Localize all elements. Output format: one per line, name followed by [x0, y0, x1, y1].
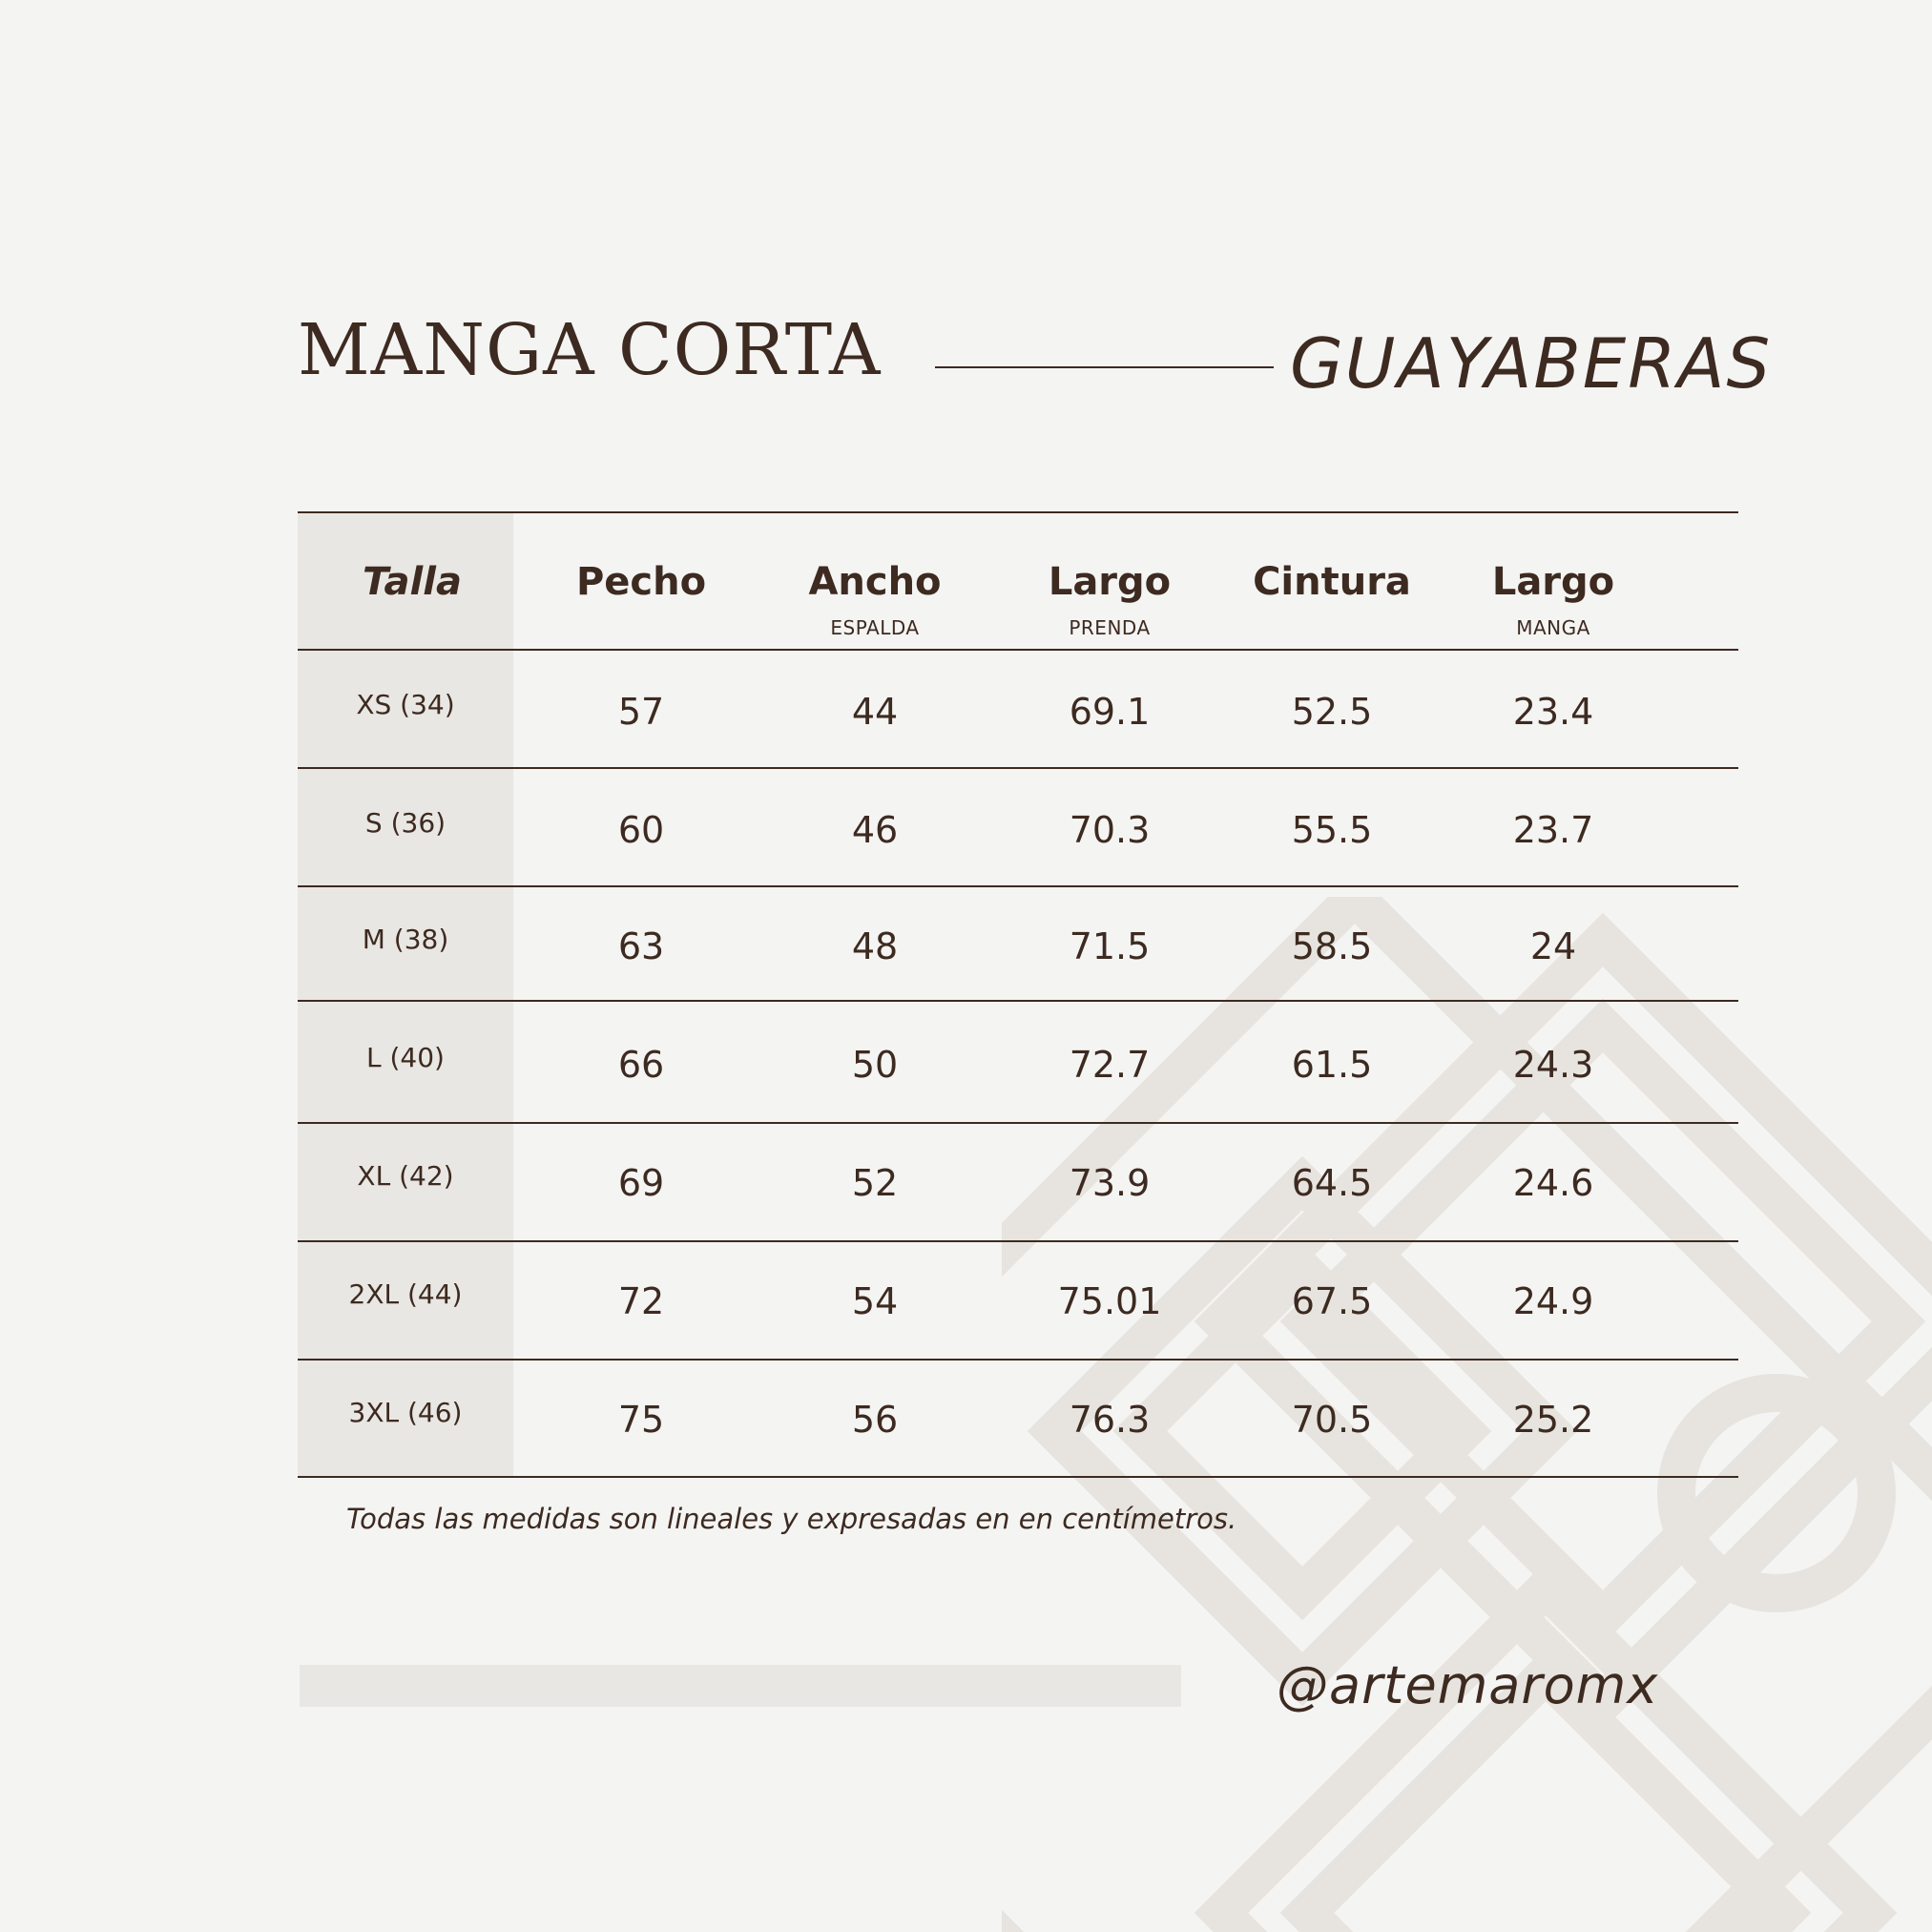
measurement-cell: 57 [617, 691, 665, 733]
row-rule [298, 1359, 1738, 1361]
measurement-cell: 50 [851, 1044, 899, 1086]
column-header-cintura [1217, 560, 1446, 604]
measurement-cell: 73.9 [1069, 1162, 1151, 1204]
footer-bar [300, 1665, 1181, 1707]
measurement-cell: 67.5 [1291, 1280, 1373, 1322]
table-top-rule [298, 511, 1738, 513]
measurement-cell: 46 [851, 809, 899, 851]
row-rule [298, 1122, 1738, 1124]
product-title: GUAYABERAS [1290, 323, 1773, 404]
column-header-label: Talla [363, 560, 462, 604]
column-header-pecho [527, 560, 756, 604]
column-header-sublabel: MANGA [1516, 616, 1590, 639]
row-rule [298, 1000, 1738, 1002]
measurement-cell: 71.5 [1069, 925, 1151, 967]
measurement-cell: 72 [617, 1280, 665, 1322]
measurement-cell: 58.5 [1291, 925, 1373, 967]
column-header-label: Cintura [1253, 560, 1411, 604]
column-header-sublabel: ESPALDA [830, 616, 920, 639]
measurement-cell: 69.1 [1069, 691, 1151, 733]
size-label: 2XL (44) [348, 1278, 463, 1310]
measurement-cell: 54 [851, 1280, 899, 1322]
column-header-ancho [760, 560, 989, 639]
social-handle[interactable]: @artemaromx [1277, 1655, 1659, 1715]
measurement-cell: 72.7 [1069, 1044, 1151, 1086]
measurement-cell: 44 [851, 691, 899, 733]
measurement-cell: 69 [617, 1162, 665, 1204]
measurement-cell: 66 [617, 1044, 665, 1086]
size-label: L (40) [366, 1042, 445, 1073]
measurement-cell: 48 [851, 925, 899, 967]
column-header-label: Largo [1048, 560, 1172, 604]
column-header-label: Pecho [575, 560, 707, 604]
row-rule [298, 885, 1738, 887]
measurement-cell: 24 [1529, 925, 1577, 967]
title-divider [935, 366, 1274, 368]
measurement-cell: 24.9 [1512, 1280, 1594, 1322]
measurement-cell: 61.5 [1291, 1044, 1373, 1086]
size-label: 3XL (46) [348, 1397, 463, 1428]
measurement-cell: 56 [851, 1399, 899, 1441]
measurement-cell: 23.7 [1512, 809, 1594, 851]
column-header-largo-manga [1439, 560, 1668, 639]
measurement-cell: 52.5 [1291, 691, 1373, 733]
measurement-cell: 75 [617, 1399, 665, 1441]
size-label: XL (42) [357, 1160, 454, 1192]
size-label: S (36) [364, 807, 447, 839]
size-label: XS (34) [356, 689, 455, 720]
measurement-cell: 76.3 [1069, 1399, 1151, 1441]
collection-title: MANGA CORTA [298, 309, 882, 391]
measurement-cell: 24.6 [1512, 1162, 1594, 1204]
row-rule [298, 767, 1738, 769]
measurement-cell: 24.3 [1512, 1044, 1594, 1086]
column-header-label: Largo [1491, 560, 1615, 604]
measurement-cell: 60 [617, 809, 665, 851]
column-header-sublabel: PRENDA [1069, 616, 1151, 639]
measurement-cell: 70.3 [1069, 809, 1151, 851]
table-bottom-rule [298, 1476, 1738, 1478]
measurement-cell: 25.2 [1512, 1399, 1594, 1441]
column-header-largo-prenda [995, 560, 1224, 639]
measurement-cell: 63 [617, 925, 665, 967]
measurement-cell: 70.5 [1291, 1399, 1373, 1441]
column-header-talla [298, 560, 527, 604]
header-rule [298, 649, 1738, 651]
measurement-cell: 64.5 [1291, 1162, 1373, 1204]
measurement-cell: 55.5 [1291, 809, 1373, 851]
size-column-band [298, 513, 513, 1477]
column-header-label: Ancho [808, 560, 942, 604]
footnote: Todas las medidas son lineales y expresadas en en centímetros. [346, 1503, 1237, 1535]
measurement-cell: 75.01 [1057, 1280, 1162, 1322]
row-rule [298, 1240, 1738, 1242]
size-label: M (38) [362, 924, 449, 955]
measurement-cell: 23.4 [1512, 691, 1594, 733]
measurement-cell: 52 [851, 1162, 899, 1204]
